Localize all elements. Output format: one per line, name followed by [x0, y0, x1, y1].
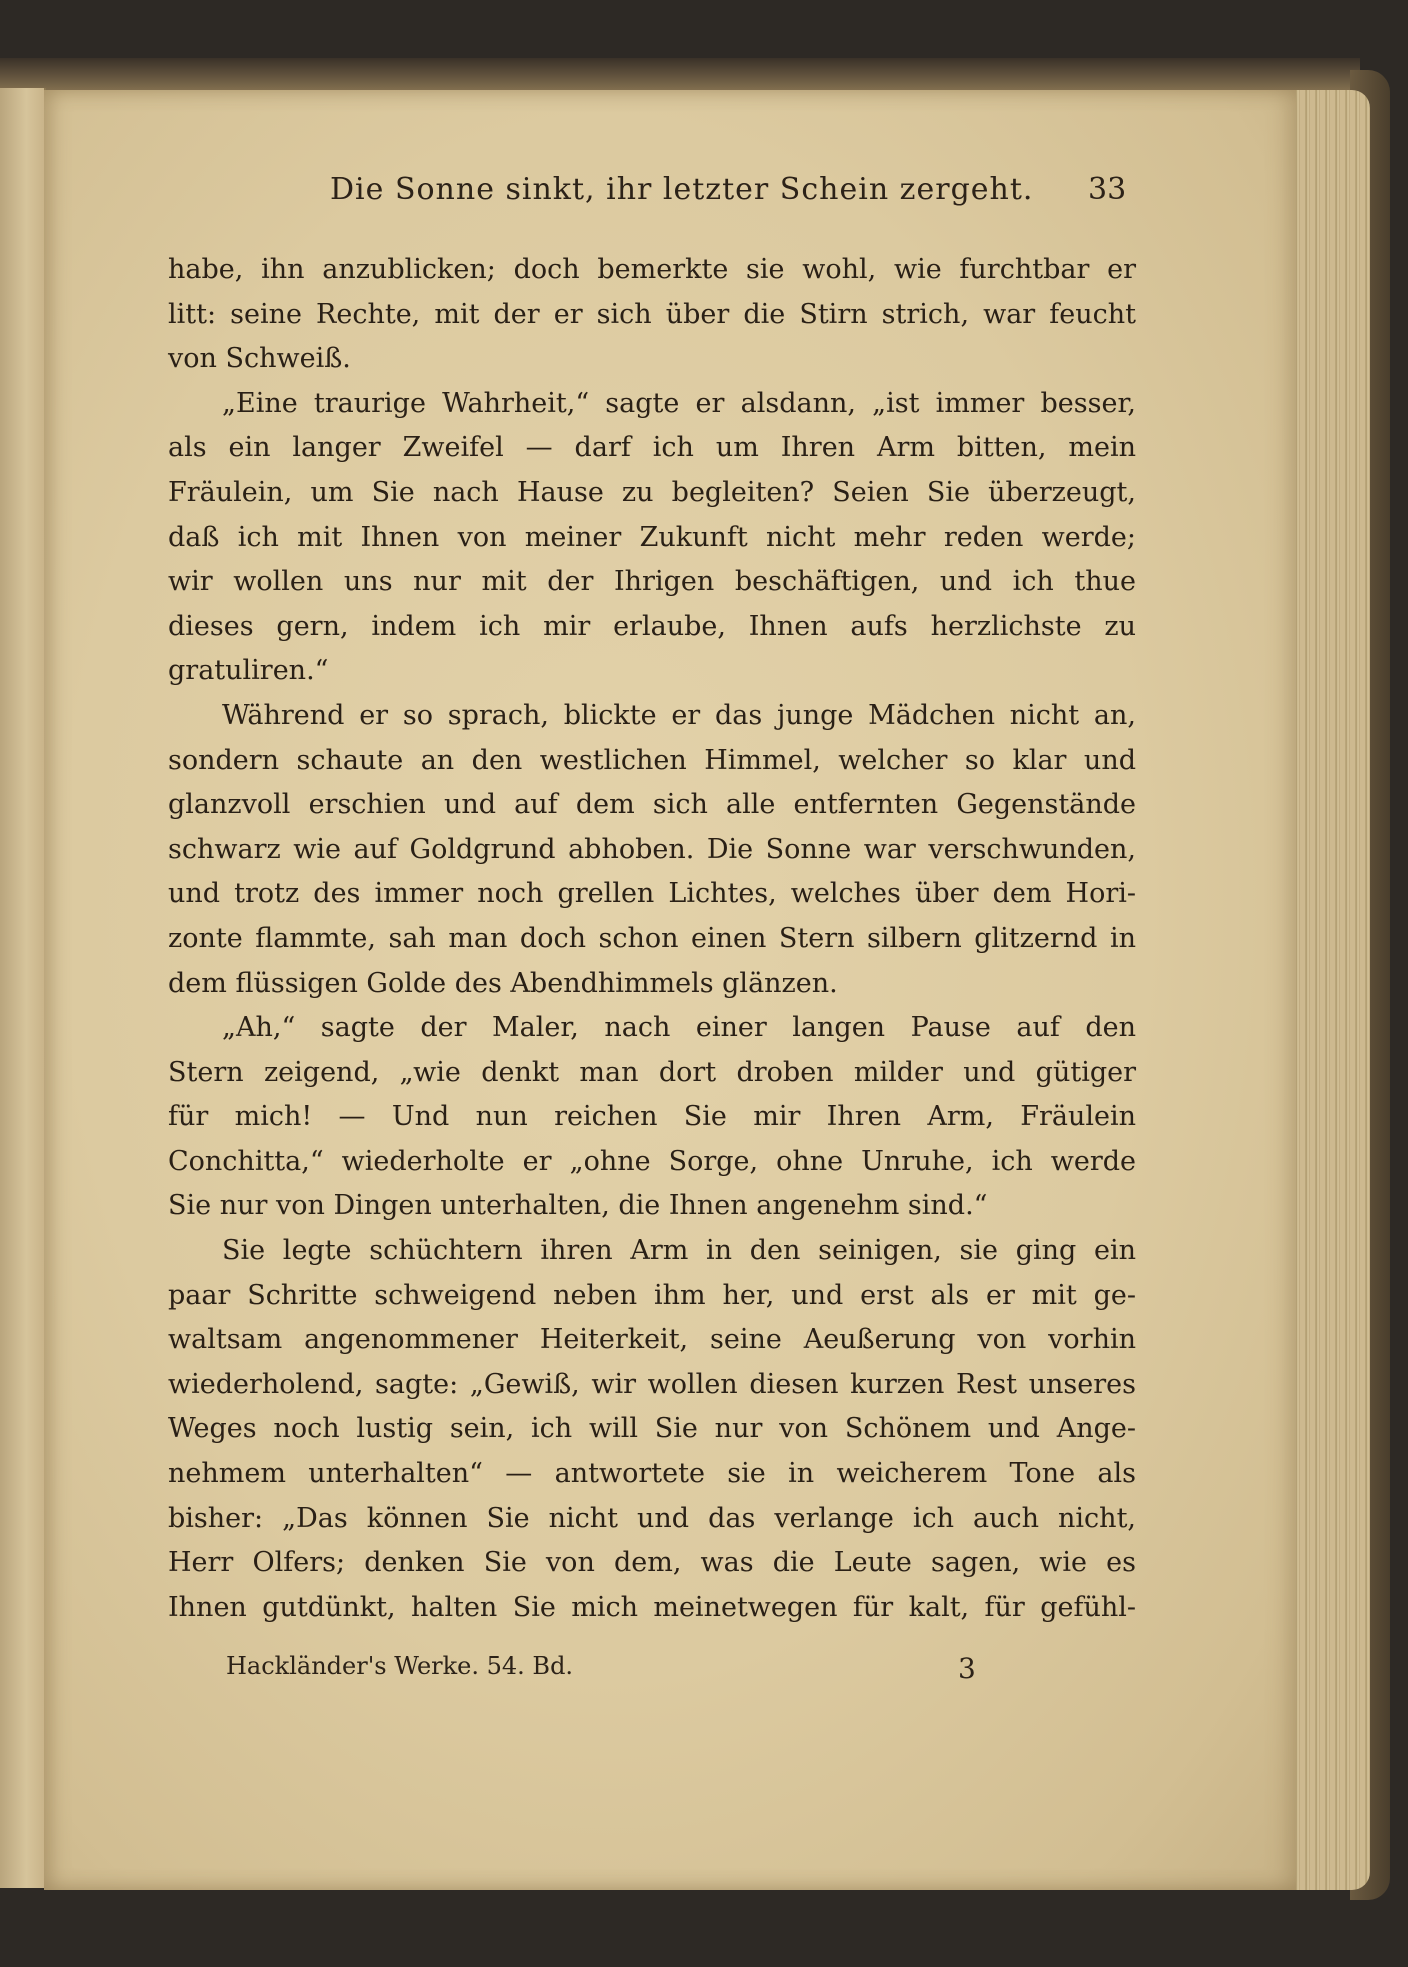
text-line: als ein langer Zweifel — darf ich um Ihren Arm bitten, mein — [168, 432, 1136, 464]
text-line: Weges noch lustig sein, ich will Sie nur von Schönem und Ange- — [168, 1413, 1136, 1445]
text-line: dem flüssigen Golde des Abendhimmels glänzen. — [168, 967, 838, 999]
signature-line: Hackländer's Werke. 54. Bd. — [226, 1652, 574, 1680]
text-line: bisher: „Das können Sie nicht und das verlange ich auch nicht, — [168, 1502, 1136, 1534]
text-line: Fräulein, um Sie nach Hause zu begleiten? Seien Sie überzeugt, — [168, 476, 1136, 508]
text-line: gratuliren.“ — [168, 655, 329, 687]
text-line: glanzvoll erschien und auf dem sich alle entfernten Gegenstände — [168, 789, 1136, 821]
text-line: Ihnen gutdünkt, halten Sie mich meinetwegen für kalt, für gefühl- — [168, 1591, 1136, 1623]
text-line: zonte flammte, sah man doch schon einen Stern silbern glitzernd in — [168, 922, 1136, 954]
text-line: „Eine traurige Wahrheit,“ sagte er alsdann, „ist immer besser, — [222, 387, 1136, 419]
text-line: sondern schaute an den westlichen Himmel, welcher so klar und — [168, 744, 1136, 776]
text-line: Stern zeigend, „wie denkt man dort droben milder und gütiger — [168, 1056, 1136, 1088]
book-cover-top-edge — [0, 58, 1360, 94]
signature-mark: 3 — [958, 1652, 976, 1685]
text-line: habe, ihn anzublicken; doch bemerkte sie wohl, wie furchtbar er — [168, 254, 1136, 285]
text-line: nehmem unterhalten“ — antwortete sie in weicherem Tone als — [168, 1458, 1136, 1490]
page-stack-edge — [1290, 90, 1370, 1890]
page-number: 33 — [1088, 172, 1127, 207]
text-line: und trotz des immer noch grellen Lichtes, welches über dem Hori- — [168, 878, 1136, 910]
text-line: dieses gern, indem ich mir erlaube, Ihnen aufs herzlichste zu — [168, 610, 1136, 642]
text-line: daß ich mit Ihnen von meiner Zukunft nicht mehr reden werde; — [168, 521, 1136, 553]
text-line: Sie nur von Dingen unterhalten, die Ihnen angenehm sind.“ — [168, 1190, 988, 1222]
text-line: waltsam angenommener Heiterkeit, seine Aeußerung von vorhin — [168, 1324, 1136, 1356]
facing-page-edge — [0, 88, 46, 1888]
text-line: schwarz wie auf Goldgrund abhoben. Die Sonne war verschwunden, — [168, 833, 1136, 865]
text-line: Sie legte schüchtern ihren Arm in den seinigen, sie ging ein — [222, 1235, 1136, 1267]
text-line: paar Schritte schweigend neben ihm her, und erst als er mit ge- — [168, 1279, 1136, 1311]
text-line: Herr Olfers; denken Sie von dem, was die Leute sagen, wie es — [168, 1547, 1136, 1579]
text-line: für mich! — Und nun reichen Sie mir Ihren Arm, Fräulein — [168, 1101, 1136, 1133]
text-line: wiederholend, sagte: „Gewiß, wir wollen diesen kurzen Rest unseres — [168, 1368, 1136, 1400]
text-line: wir wollen uns nur mit der Ihrigen beschäftigen, und ich thue — [168, 566, 1136, 598]
text-line: Conchitta,“ wiederholte er „ohne Sorge, ohne Unruhe, ich werde — [168, 1145, 1136, 1177]
text-line: „Ah,“ sagte der Maler, nach einer langen Pause auf den — [222, 1012, 1136, 1044]
body-text — [168, 248, 1136, 1630]
text-line: Während er so sprach, blickte er das junge Mädchen nicht an, — [222, 699, 1136, 731]
text-line: litt: seine Rechte, mit der er sich über die Stirn strich, war feucht — [168, 298, 1136, 330]
text-line: von Schweiß. — [168, 343, 351, 375]
running-head: Die Sonne sinkt, ihr letzter Schein zergeht. — [330, 172, 1034, 207]
